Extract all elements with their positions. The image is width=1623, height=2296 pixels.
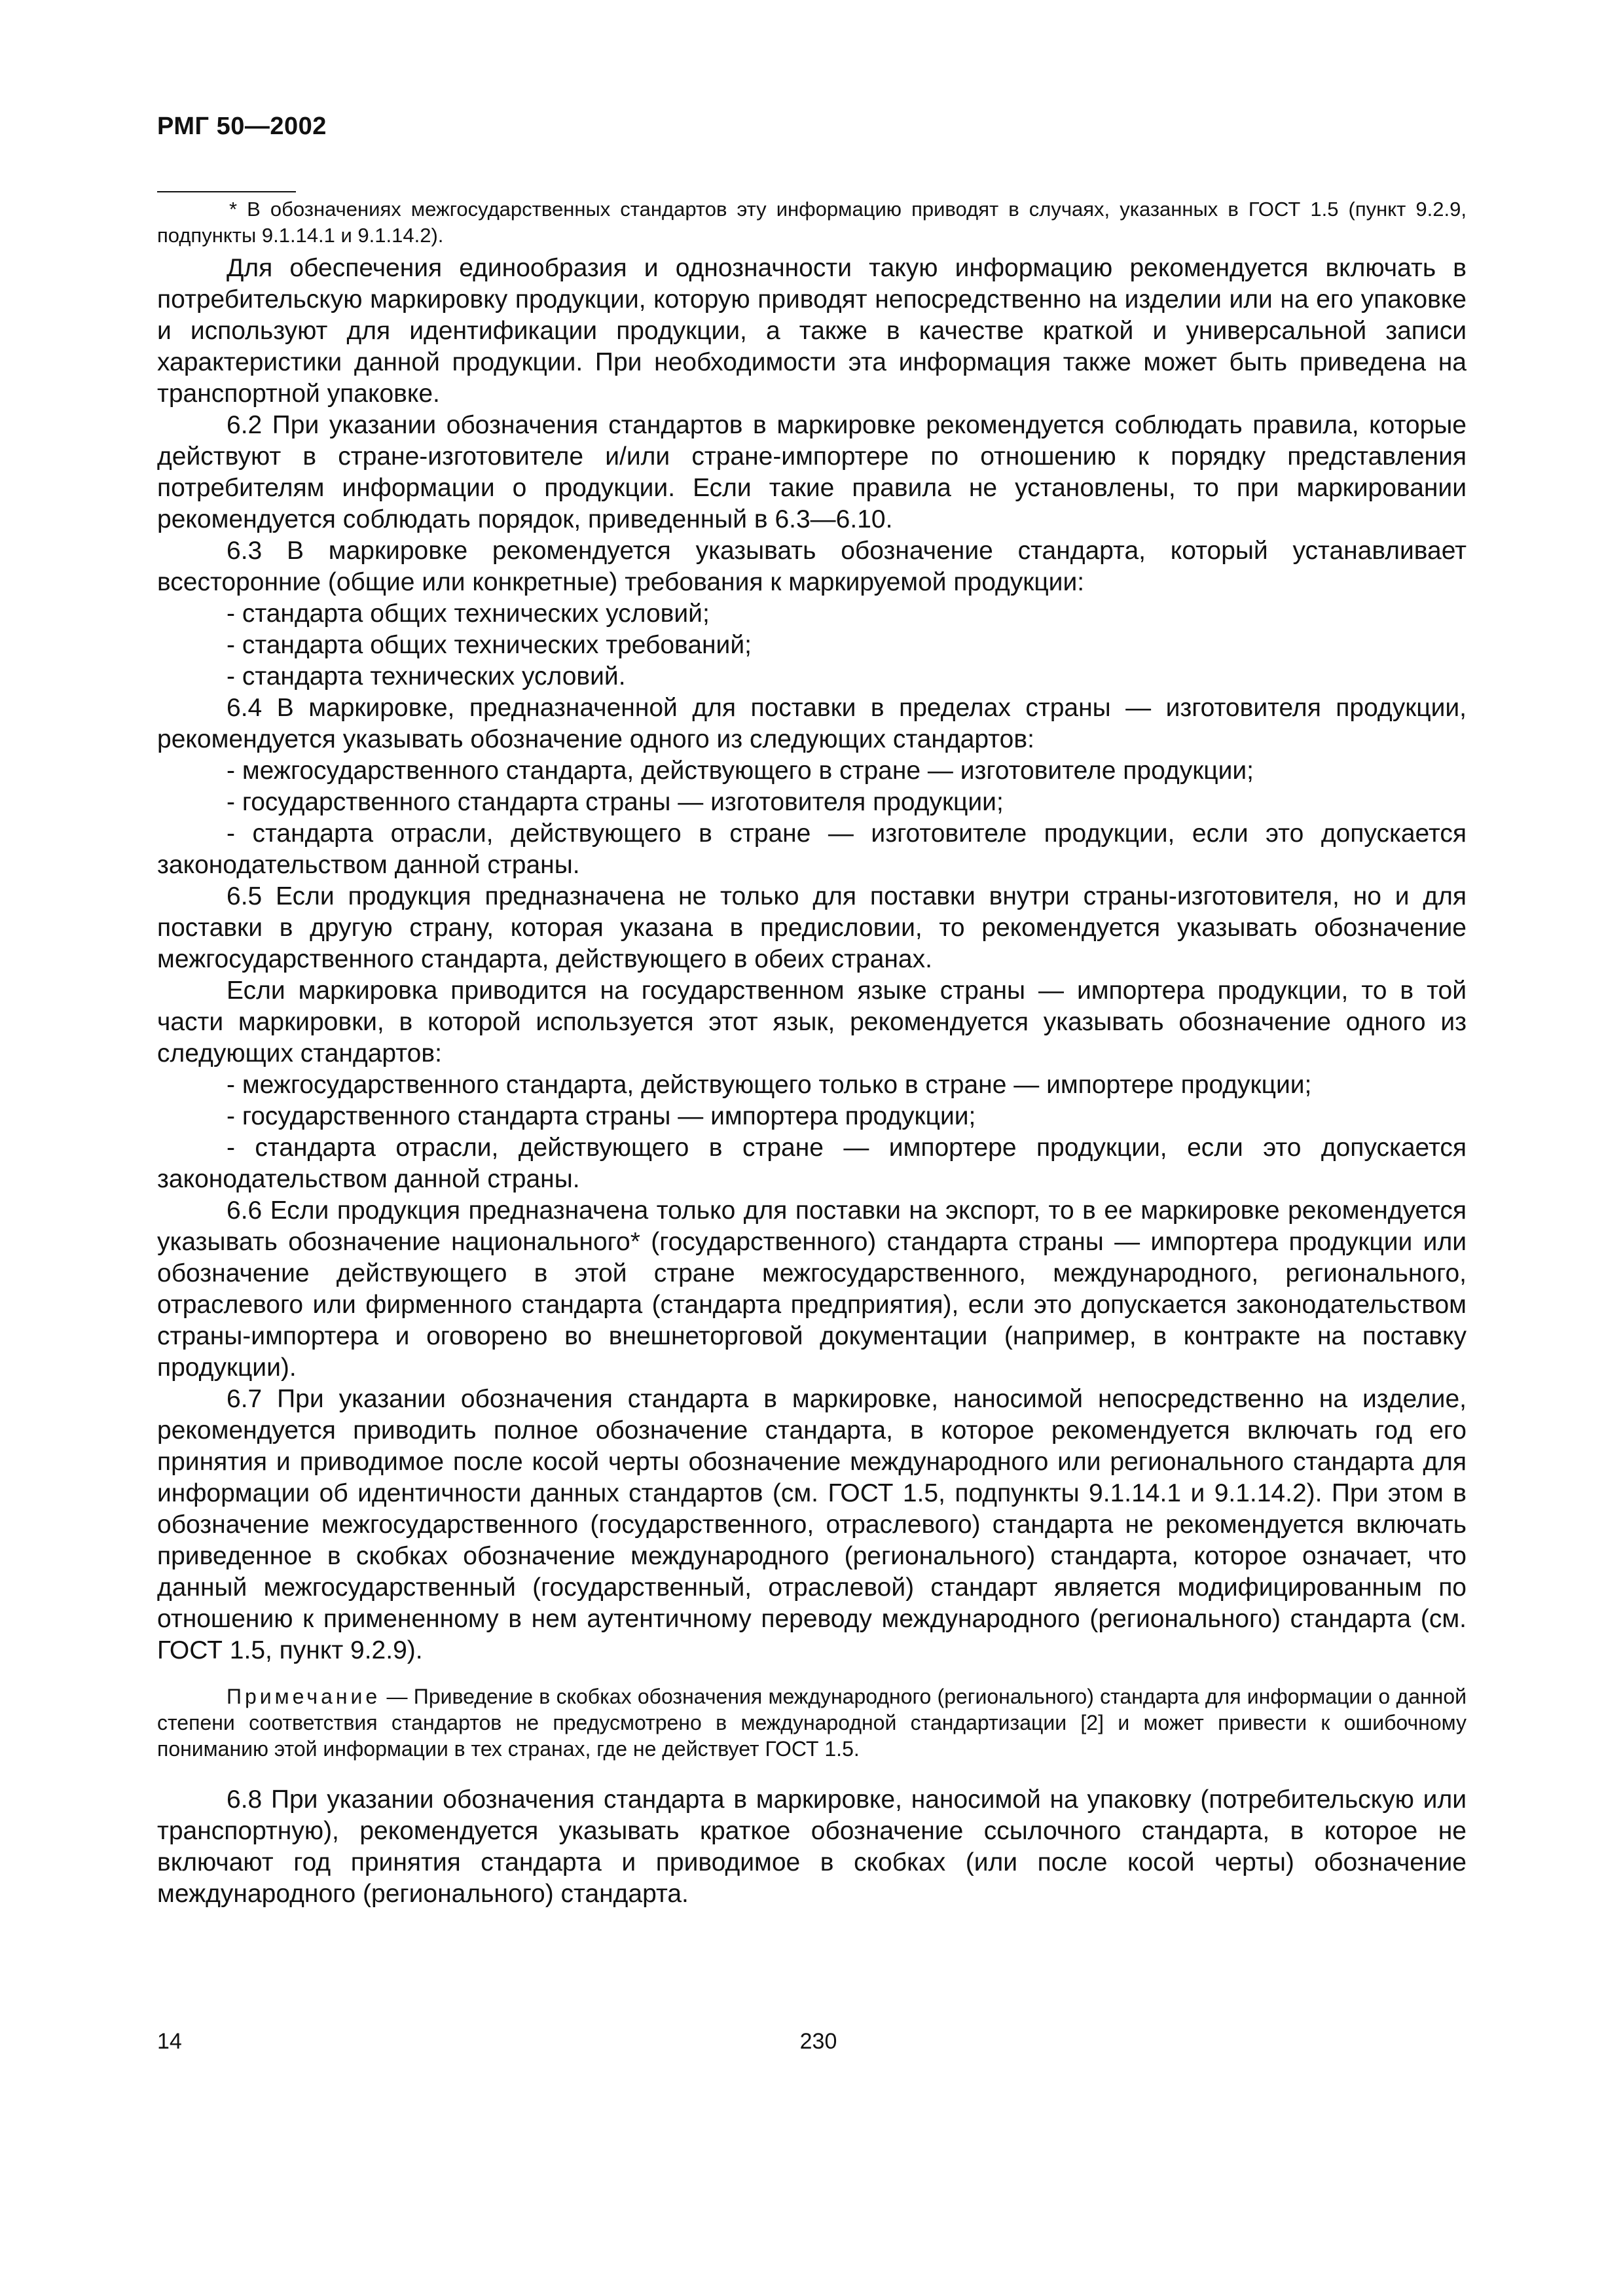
footnote-separator bbox=[157, 191, 296, 192]
list-item: - стандарта отрасли, действующего в стране — изготовителе продукции, если это допускается законодательством данной страны. bbox=[157, 819, 1467, 879]
list-item: - государственного стандарта страны — импортера продукции; bbox=[227, 1102, 976, 1130]
clause-6-5: 6.5 Если продукция предназначена не только для поставки внутри страны-изготовителя, но и для поставки в другую страну, которая указана в предисловии, то рекомендуется указывать обозначение межгосударственного стандарта, действующего в обеих странах. bbox=[157, 882, 1467, 973]
list-item: - стандарта общих технических условий; bbox=[227, 600, 710, 628]
clause-6-6: 6.6 Если продукция предназначена только для поставки на экспорт, то в ее маркировке рекомендуется указывать обозначение национального* (государственного) стандарта страны — импортера продукции или обозначение действующего в этой стране межгосударственного, международного, регионального, отраслевого или фирменного стандарта (стандарта предприятия), если это допускается законодательством страны-импортера и оговорено во внешнеторговой документации (например, в контракте на поставку продукции). bbox=[157, 1196, 1467, 1382]
clause-6-7: 6.7 При указании обозначения стандарта в маркировке, наносимой непосредственно на изделие, рекомендуется приводить полное обозначение стандарта, в которое рекомендуется включать год его принятия и приводимое после косой черты обозначение международного или регионального стандарта для информации об идентичности данных стандартов (см. ГОСТ 1.5, подпункты 9.1.14.1 и 9.1.14.2). При этом в обозначение межгосударственного (государственного, отраслевого) стандарта не рекомендуется включать приведенное в скобках обозначение международного (регионального) стандарта, которое означает, что данный межгосударственный (государственный, отраслевой) стандарт является модифицированным по отношению к примененному в нем аутентичному переводу международного (регионального) стандарта (см. ГОСТ 1.5, пункт 9.2.9). bbox=[157, 1385, 1467, 1664]
list-item: - стандарта общих технических требований; bbox=[227, 631, 752, 659]
clause-6-2: 6.2 При указании обозначения стандартов в маркировке рекомендуется соблюдать правила, которые действуют в стране-изготовителе и/или стране-импортере по отношению к порядку представления потребителям информации о продукции. Если такие правила не установлены, то при маркировании рекомендуется соблюдать порядок, приведенный в 6.3—6.10. bbox=[157, 411, 1467, 533]
note-label: Примечание bbox=[227, 1685, 381, 1708]
paragraph-intro: Для обеспечения единообразия и однозначности такую информацию рекомендуется включать в потребительскую маркировку продукции, которую приводят непосредственно на изделии или на его упаковке и используют для идентификации продукции, а также в качестве краткой и универсальной записи характеристики данной продукции. При необходимости эта информация также может быть приведена на транспортной упаковке. bbox=[157, 254, 1467, 408]
list-item: - государственного стандарта страны — изготовителя продукции; bbox=[227, 788, 1004, 816]
clause-6-8: 6.8 При указании обозначения стандарта в маркировке, наносимой на упаковку (потребительскую или транспортную), рекомендуется указывать краткое обозначение ссылочного стандарта, в которое не включают год принятия стандарта и приводимое в скобках (или после косой черты) обозначение международного (регионального) стандарта. bbox=[157, 1785, 1467, 1908]
list-item: - межгосударственного стандарта, действующего в стране — изготовителе продукции; bbox=[227, 757, 1254, 785]
clause-6-4: 6.4 В маркировке, предназначенной для поставки в пределах страны — изготовителя продукции, рекомендуется указывать обозначение одного из следующих стандартов: bbox=[157, 694, 1467, 753]
page-number-center: 230 bbox=[799, 2029, 837, 2054]
page-number-left: 14 bbox=[157, 2029, 182, 2054]
list-item: - межгосударственного стандарта, действующего только в стране — импортере продукции; bbox=[227, 1071, 1312, 1099]
list-item: - стандарта отрасли, действующего в стране — импортере продукции, если это допускается законодательством данной страны. bbox=[157, 1134, 1467, 1193]
page-content bbox=[157, 196, 1467, 1910]
document-code: РМГ 50—2002 bbox=[157, 113, 327, 140]
note bbox=[157, 1683, 1467, 1762]
note-text: — Приведение в скобках обозначения международного (регионального) стандарта для информации о данной степени соответствия стандартов не предусмотрено в международной стандартизации [2] и может привести к ошибочному пониманию этой информации в тех странах, где не действует ГОСТ 1.5. bbox=[157, 1685, 1467, 1761]
list-item: - стандарта технических условий. bbox=[227, 662, 626, 691]
clause-6-5-continued: Если маркировка приводится на государственном языке страны — импортера продукции, то в той части маркировки, в которой используется этот язык, рекомендуется указывать обозначение одного из следующих стандартов: bbox=[157, 977, 1467, 1067]
clause-6-3: 6.3 В маркировке рекомендуется указывать обозначение стандарта, который устанавливает всесторонние (общие или конкретные) требования к маркируемой продукции: bbox=[157, 537, 1467, 596]
footnote: * В обозначениях межгосударственных стандартов эту информацию приводят в случаях, указанных в ГОСТ 1.5 (пункт 9.2.9, подпункты 9.1.14.1 и 9.1.14.2). bbox=[157, 198, 1467, 247]
